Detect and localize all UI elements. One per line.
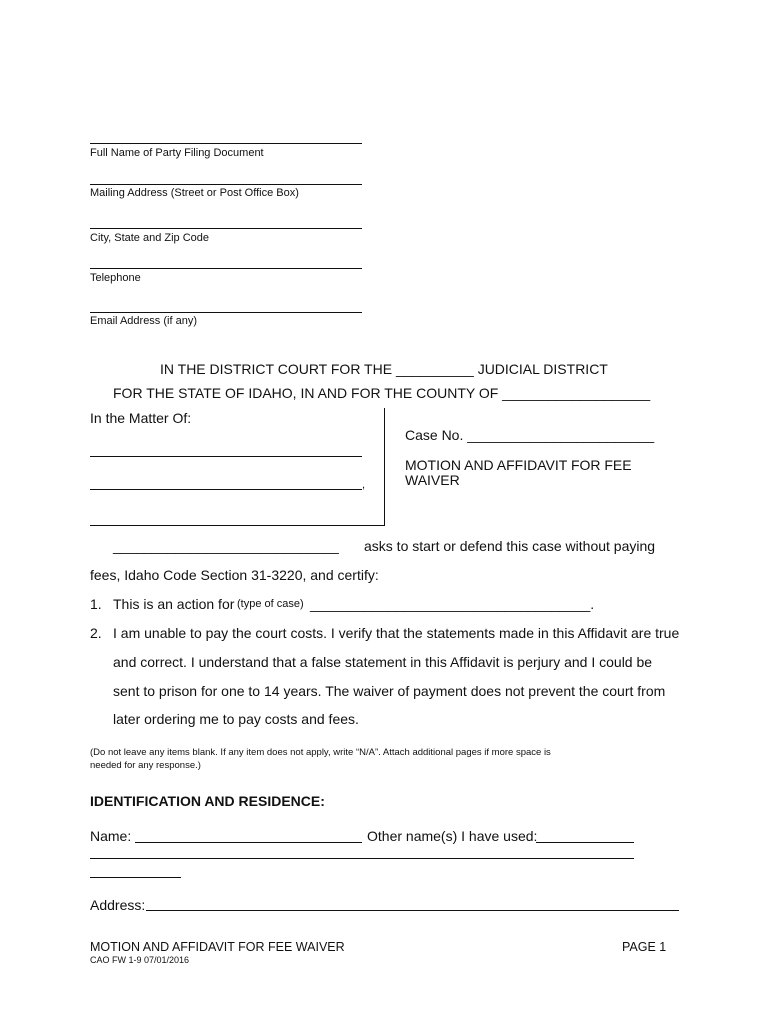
- full-name-label: Full Name of Party Filing Document: [90, 147, 264, 159]
- city-state-zip-line[interactable]: [90, 228, 362, 229]
- footer-document-title: MOTION AND AFFIDAVIT FOR FEE WAIVER: [90, 940, 345, 954]
- email-line[interactable]: [90, 312, 362, 313]
- name-label: Name:: [90, 828, 132, 844]
- type-of-case-blank[interactable]: ____________________________________.: [310, 596, 595, 612]
- telephone-line[interactable]: [90, 268, 362, 269]
- item1-number: 1.: [90, 596, 102, 612]
- document-title-line2: WAIVER: [405, 472, 460, 488]
- item2-line4: later ordering me to pay costs and fees.: [113, 711, 359, 727]
- document-title-line1: MOTION AND AFFIDAVIT FOR FEE: [405, 457, 632, 473]
- case-number-field[interactable]: Case No. ________________________: [405, 427, 655, 443]
- intro-line2-text: fees, Idaho Code Section 31-3220, and certify:: [90, 567, 379, 583]
- full-name-line[interactable]: [90, 143, 362, 144]
- address-label: Address:: [90, 897, 146, 913]
- item1-text: This is an action for: [113, 596, 235, 612]
- court-heading-line2: FOR THE STATE OF IDAHO, IN AND FOR THE COUNTY OF ___________________: [113, 385, 651, 401]
- other-names-continuation-line-2[interactable]: [90, 877, 181, 878]
- email-label: Email Address (if any): [90, 315, 197, 327]
- instructions-note-line2: needed for any response.): [90, 760, 201, 771]
- item2-number: 2.: [90, 625, 102, 641]
- city-state-zip-label: City, State and Zip Code: [90, 232, 210, 244]
- matter-line-1[interactable]: [90, 456, 362, 457]
- item1-type-of-case-hint: (type of case): [237, 598, 304, 610]
- in-the-matter-of-label: In the Matter Of:: [90, 410, 192, 426]
- item2-line1: I am unable to pay the court costs. I verify that the statements made in this Affidavit are true: [113, 625, 680, 641]
- footer-form-code: CAO FW 1-9 07/01/2016: [90, 955, 190, 965]
- item2-line2: and correct. I understand that a false statement in this Affidavit is perjury and I could be: [113, 654, 653, 670]
- footer-page-number: PAGE 1: [622, 940, 667, 954]
- intro-line1-text: asks to start or defend this case without paying: [364, 538, 656, 554]
- mailing-address-line[interactable]: [90, 184, 362, 185]
- other-names-label: Other name(s) I have used:: [367, 828, 538, 844]
- instructions-note-line1: (Do not leave any items blank. If any item does not apply, write “N/A”. Attach additional pages if more space is: [90, 747, 551, 758]
- caption-divider: [384, 408, 385, 526]
- matter-comma: ,: [362, 479, 366, 491]
- telephone-label: Telephone: [90, 272, 141, 284]
- address-input-line[interactable]: [146, 910, 679, 911]
- item2-line3: sent to prison for one to 14 years. The waiver of payment does not prevent the court from: [113, 683, 666, 699]
- other-names-continuation-line[interactable]: [90, 858, 634, 859]
- matter-line-3[interactable]: [90, 525, 385, 526]
- matter-line-2[interactable]: [90, 489, 362, 490]
- party-name-blank[interactable]: _____________________________: [113, 538, 339, 554]
- court-heading-line1: IN THE DISTRICT COURT FOR THE __________ JUDICIAL DISTRICT: [160, 361, 608, 377]
- identification-heading: IDENTIFICATION AND RESIDENCE:: [90, 793, 325, 809]
- mailing-address-label: Mailing Address (Street or Post Office Box): [90, 187, 299, 199]
- other-names-input-line[interactable]: [536, 842, 634, 843]
- name-input-line[interactable]: [135, 842, 362, 843]
